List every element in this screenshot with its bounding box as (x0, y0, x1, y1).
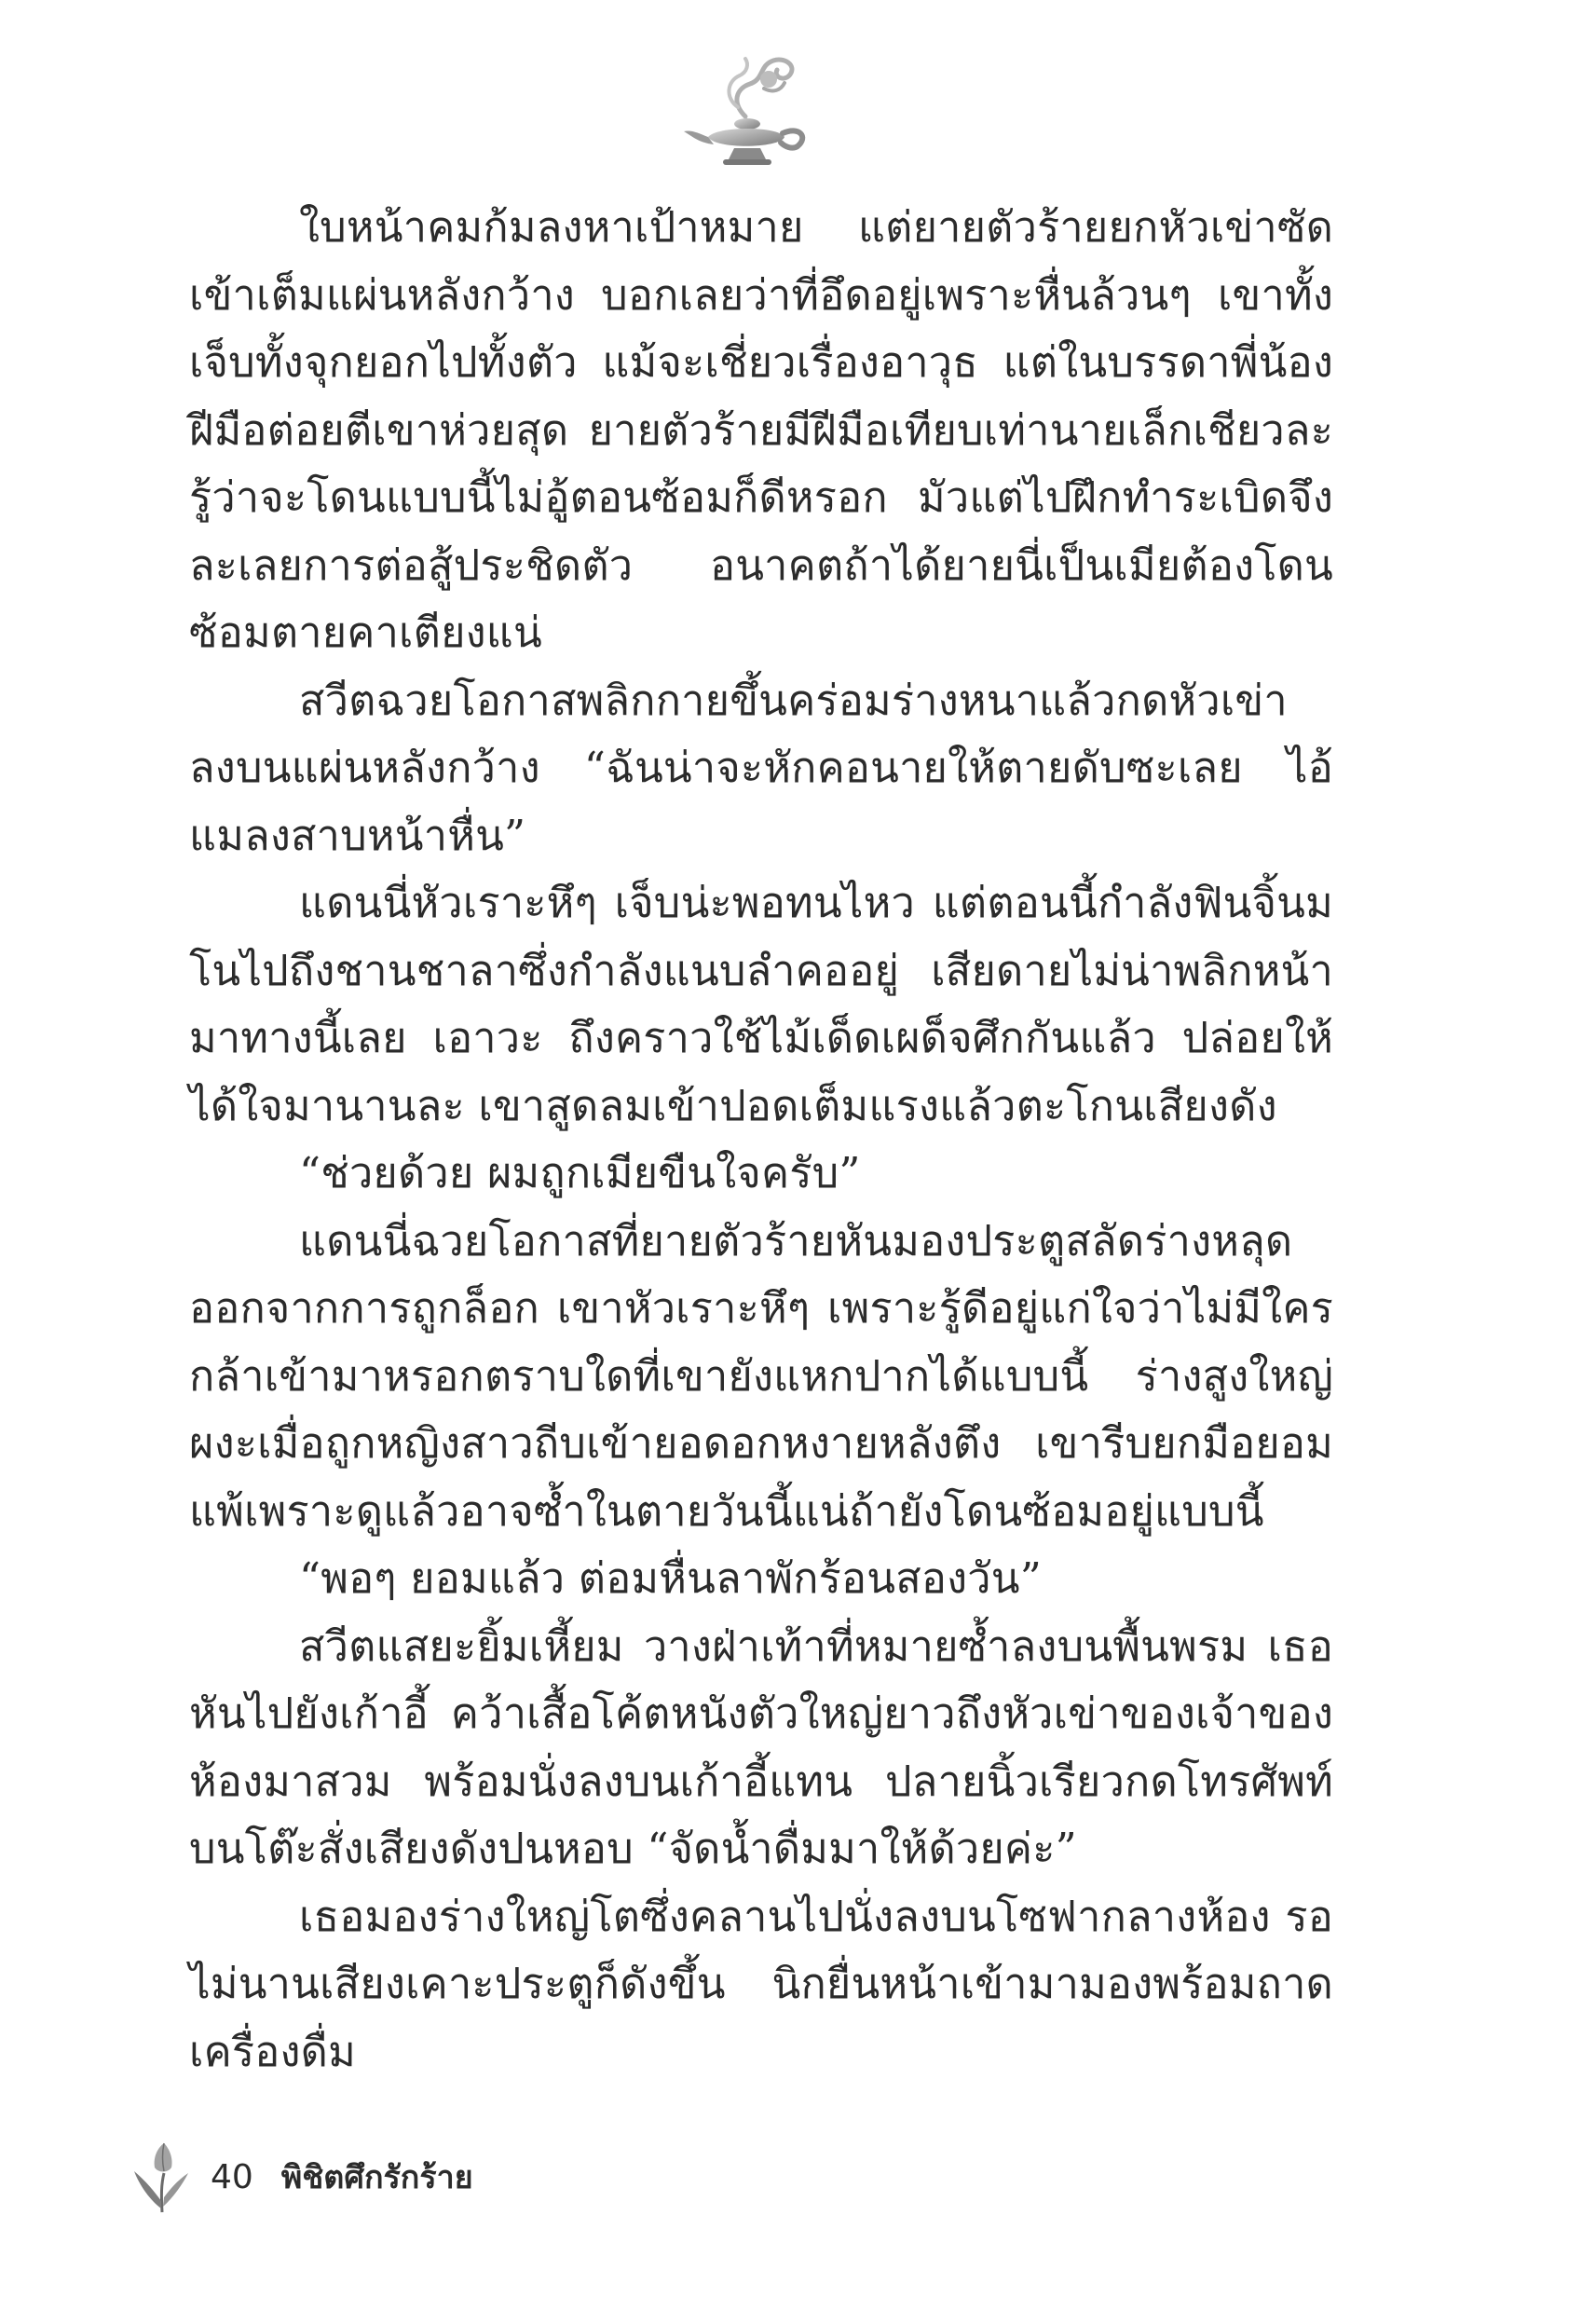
paragraph: แดนนี่หัวเราะหึๆ เจ็บน่ะพอทนไหว แต่ตอนนี้กำลังฟินจิ้นมโนไปถึงชานชาลาซึ่งกำลังแนบลำคออยู่ เสียดายไม่น่าพลิกหน้ามาทางนี้เลย เอาวะ ถึงคราวใช้ไม้เด็ดเผด็จศึกกันแล้ว ปล่อยให้ได้ใจมานานละ เขาสูดลมเข้าปอดเต็มแรงแล้วตะโกนเสียงดัง (189, 878, 1333, 1130)
book-title: พิชิตศึกรักร้าย (280, 2159, 473, 2196)
genie-lamp-icon (680, 51, 820, 172)
paragraph: “พอๆ ยอมแล้ว ต่อมหื่นลาพักร้อนสองวัน” (299, 1553, 1042, 1603)
paragraph: แดนนี่ฉวยโอกาสที่ยายตัวร้ายหันมองประตูสลัดร่างหลุดออกจากการถูกล็อก เขาหัวเราะหึๆ เพราะรู้ดีอยู่แก่ใจว่าไม่มีใครกล้าเข้ามาหรอกตราบใดที่เขายังแหกปากได้แบบนี้ ร่างสูงใหญ่ผงะเมื่อถูกหญิงสาวถีบเข้ายอดอกหงายหลังตึง เขารีบยกมือยอมแพ้เพราะดูแล้วอาจซ้ำในตายวันนี้แน่ถ้ายังโดนซ้อมอยู่แบบนี้ (189, 1215, 1333, 1536)
tulip-icon (130, 2140, 192, 2214)
paragraph: สวีตฉวยโอกาสพลิกกายขึ้นคร่อมร่างหนาแล้วกดหัวเข่าลงบนแผ่นหลังกว้าง “ฉันน่าจะหักคอนายให้ตายดับซะเลย ไอ้แมลงสาบหน้าหื่น” (189, 675, 1333, 860)
paragraph: สวีตแสยะยิ้มเหี้ยม วางฝ่าเท้าที่หมายซ้ำลงบนพื้นพรม เธอหันไปยังเก้าอี้ คว้าเสื้อโค้ตหนังตัวใหญ่ยาวถึงหัวเข่าของเจ้าของห้องมาสวม พร้อมนั่งลงบนเก้าอี้แทน ปลายนิ้วเรียวกดโทรศัพท์บนโต๊ะสั่งเสียงดังปนหอบ “จัดน้ำดื่มมาให้ด้วยค่ะ” (189, 1620, 1333, 1873)
paragraph: “ช่วยด้วย ผมถูกเมียขืนใจครับ” (299, 1148, 861, 1197)
body-text (189, 194, 1333, 2085)
paragraph: เธอมองร่างใหญ่โตซึ่งคลานไปนั่งลงบนโซฟากลางห้อง รอไม่นานเสียงเคาะประตูก็ดังขึ้น นิกยื่นหน้าเข้ามามองพร้อมถาดเครื่องดื่ม (189, 1891, 1333, 2076)
paragraph: ใบหน้าคมก้มลงหาเป้าหมาย แต่ยายตัวร้ายยกหัวเข่าซัดเข้าเต็มแผ่นหลังกว้าง บอกเลยว่าที่อึดอยู่เพราะหื่นล้วนๆ เขาทั้งเจ็บทั้งจุกยอกไปทั้งตัว แม้จะเชี่ยวเรื่องอาวุธ แต่ในบรรดาพี่น้อง ฝีมือต่อยตีเขาห่วยสุด ยายตัวร้ายมีฝีมือเทียบเท่านายเล็กเชียวละ รู้ว่าจะโดนแบบนี้ไม่อู้ตอนซ้อมก็ดีหรอก มัวแต่ไปฝึกทำระเบิดจึงละเลยการต่อสู้ประชิดตัว อนาคตถ้าได้ยายนี่เป็นเมียต้องโดนซ้อมตายคาเตียงแน่ (189, 202, 1333, 657)
page-number: 40 (211, 2157, 253, 2196)
page-footer (130, 2140, 473, 2214)
